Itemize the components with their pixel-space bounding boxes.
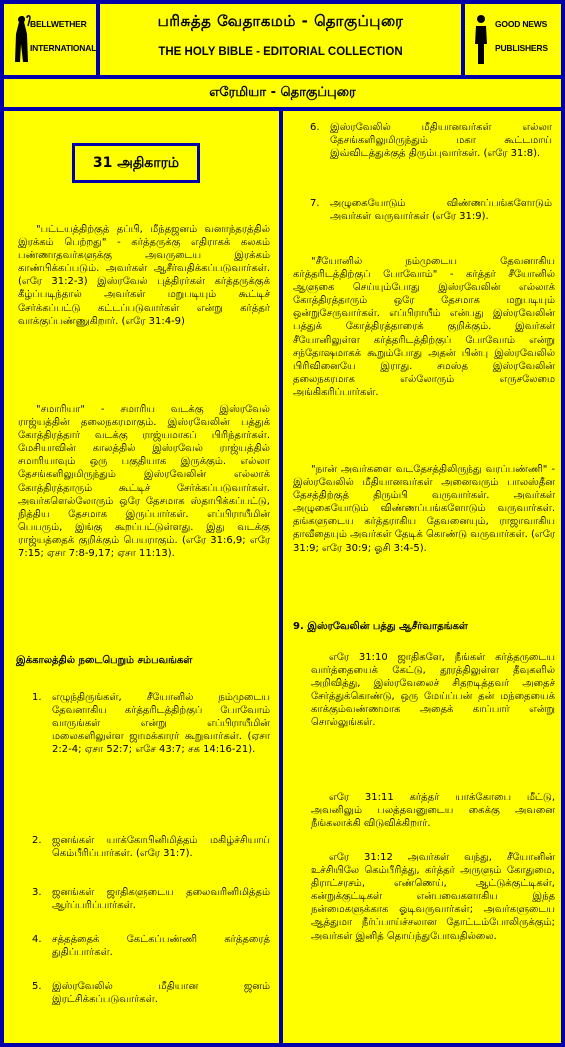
logo-right-line1: GOOD NEWS: [495, 19, 548, 29]
man-icon: [473, 14, 489, 66]
right-paragraph-3: எரே 31:10 ஜாதிகளே, நீங்கள் கர்த்தருடைய வார்த்தையைக் கேட்டு, தூரத்திலுள்ள தீவுகளில் அறிவித்து, இஸ்ரவேலைச் சிதறடித்தவர் அதைச் சேர்த்துக்கொண்டு, ஒரு மேய்ப்பன் தன் மந்தையைக் காக்கும்வண்ணமாக அதைக் காப்பார் என்று சொல்லுங்கள்.: [311, 652, 555, 729]
list-item-text: எழுந்திருங்கள், சீயோனில் நம்முடைய தேவனாகிய கர்த்தரிடத்திற்குப் போவோம் வாருங்கள் என்று எப்பிராயீமின் மலைகளிலுள்ள ஜாமக்காரர் கூறுவார்கள். (ஏசா 2:2-4; ஏசா 52:7; எசே 43:7; சக 14:16-21).: [52, 692, 270, 756]
logo-right-line2: PUBLISHERS: [495, 43, 548, 53]
logo-left-line1: BELLWETHER: [30, 19, 87, 29]
list-item: [32, 834, 270, 860]
list-item-number: 4.: [32, 934, 42, 945]
list-item-number: 5.: [32, 981, 42, 992]
list-item: [32, 886, 270, 912]
good-news-logo: [465, 4, 561, 75]
list-item: [310, 121, 552, 160]
logo-left-line2: INTERNATIONAL: [30, 43, 97, 53]
list-item-number: 6.: [310, 122, 320, 133]
list-item-text: அழுகையோடும் விண்ணப்பங்களோடும் அவர்கள் வருவார்கள் (எரே 31:9).: [330, 198, 552, 223]
left-subheading: இக்காலத்தில் நடைபெறும் சம்பவங்கள்: [16, 655, 193, 666]
right-paragraph-2: "நான் அவர்களை வடதேசத்திலிருந்து வரப்பண்ணி" - இஸ்ரவேலில் மீதியானவர்கள் அனைவரும் பாலஸ்தீன தேசத்திற்குத் திரும்பி வருவார்கள். அவர்கள் அழுகையோடும் விண்ணப்பங்களோடும் வருவார்கள். தங்களுடைய கர்த்தராகிய தேவனையும், ராஜாவாகிய தாவீதையும் அவர்கள் தேடிக் கொண்டு வருவார்கள். (எரே 31:9; எரே 30:9; ஓசி 3:4-5).: [293, 464, 555, 554]
right-paragraph-1: "சீயோனில் நம்முடைய தேவனாகிய கர்த்தரிடத்திற்குப் போவோம்" - கர்த்தர் சீயோனில் ஆளுகை செய்யும்போது இஸ்ரவேலின் எல்லாக் கோத்திரத்தாரும் ஒரே தேசமாக மறுபடியும் ஒன்றுசேருவார்கள். எப்பிராயீம் என்பது இஸ்ரவேலின் பத்துக் கோத்திரத்தாரைக் குறிக்கும். இவர்கள் சீயோனிலுள்ள கர்த்தரிடத்திற்குப் போவோம் என்று சந்தோஷமாகக் கூறும்போது அதன் பின்பு இஸ்ரவேலில் பிரிவினையே இராது. சமஸ்த இஸ்ரவேலின் தலைநகரமாக எல்லோரும் எருசலேமை அங்கிகரிப்பார்கள்.: [293, 256, 555, 398]
list-item: [32, 691, 270, 756]
left-paragraph-2: "சமாரியா" - சமாரிய வடக்கு இஸ்ரவேல் ராஜ்யத்தின் தலைநகரமாகும். இஸ்ரவேலின் பத்துக் கோத்திரத்தார் வடக்கு ராஜ்யமாகப் பிரிந்தார்கள். மேசியாவின் காலத்தில் இஸ்ரவேல் ராஜ்யத்தில் சமாரியாவும் ஒரு பகுதியாக இருக்கும். எல்லா தேசங்களிலுமிருந்தும் இஸ்ரவேலின் எல்லாக் கோத்திரத்தாரும் கூட்டிச் சேர்க்கப்படுவார்கள். அவர்களெல்லோரும் ஒரே தேசமாக ஸ்தாபிக்கப்பட்டு, நித்திய தேசமாக இருப்பார்கள். எப்பிராயீமின் பெயரும், இங்கு கூறப்பட்டுள்ளது. இது வடக்கு ராஜ்யத்தைக் குறிக்கும் பெயராகும். (எரே 31:6,9; எரே 7:15; ஏசா 7:8-9,17; ஏசா 11:13).: [18, 404, 270, 560]
list-item-number: 3.: [32, 887, 42, 898]
chapter-label: 31 அதிகாரம்: [72, 143, 200, 183]
list-item-number: 7.: [310, 198, 320, 209]
list-item-number: 1.: [32, 692, 42, 703]
section-title: எரேமியா - தொகுப்புரை: [4, 79, 561, 107]
header-title-tamil: பரிசுத்த வேதாகமம் - தொகுப்புரை: [157, 12, 404, 30]
list-item: [32, 933, 270, 959]
left-column: [4, 111, 279, 1043]
list-item-number: 2.: [32, 835, 42, 846]
list-item: [32, 980, 270, 1006]
list-item-text: சத்தத்தைக் கேட்கப்பண்ணி கர்த்தரைத் துதிப்பார்கள்.: [52, 934, 270, 959]
list-item-text: இஸ்ரவேலில் மீதியான ஜனம் இரட்சிக்கப்படுவார்கள்.: [52, 981, 270, 1006]
list-item-text: இஸ்ரவேலில் மீதியானவர்கள் எல்லா தேசங்களிலுமிருந்தும் மகா கூட்டமாய் இவ்விடத்துக்குத் திரும்புவார்கள். (எரே 31:8).: [330, 122, 552, 160]
shepherd-icon: [12, 14, 32, 66]
bellwether-logo: [4, 4, 96, 75]
list-item-text: ஜனங்கள் யாக்கோபினிமித்தம் மகிழ்ச்சியாய் கெம்பீரிப்பார்கள். (எரே 31:7).: [52, 835, 270, 860]
right-paragraph-5: எரே 31:12 அவர்கள் வந்து, சீயோனின் உச்சியிலே கெம்பீரித்து, கர்த்தர் அருளும் கோதுமை, திராட்சரசம், எண்ணெய், ஆட்டுக்குட்டிகள், கன்றுக்குட்டிகள் என்பவைகளாகிய இந்த நன்மைகளுக்காக ஓடிவருவார்கள்; அவர்களுடைய ஆத்துமா நீர்ப்பாய்ச்சலான தோட்டம்போலிருக்கும்; அவர்கள் இனித் தொய்ந்துபோவதில்லை.: [311, 852, 555, 942]
right-paragraph-4: எரே 31:11 கர்த்தர் யாக்கோபை மீட்டு, அவனிலும் பலத்தவனுடைய கைக்கு அவனை நீங்கலாக்கி விடுவிக்கிறார்.: [311, 792, 555, 830]
right-subheading: 9. இஸ்ரவேலின் பத்து ஆசீர்வாதங்கள்: [293, 621, 468, 632]
right-column: [283, 111, 561, 1043]
left-paragraph-1: "பட்டயத்திற்குத் தப்பி, மீந்தஜனம் வனாந்தரத்தில் இரக்கம் பெற்றது" - கர்த்தருக்கு எதிராகக் கலகம் பண்ணாதவர்களுக்கு அவருடைய இரக்கம் காண்பிக்கப்படும். அவர்கள் ஆசீர்வதிக்கப்படுவார்கள். (எரே 31:2-3) இஸ்ரவேல் புத்திரர்கள் கர்த்தருக்குக் கீழ்ப்படிந்தால் அவர்கள் மறுபடியும் கூட்டிச் சேர்க்கப்பட்டு கட்டப்படுவார்கள் என்று கர்த்தர் வாக்குப்பண்ணுகிறார். (எரே 31:4-9): [18, 224, 270, 327]
header-title-english: THE HOLY BIBLE - EDITORIAL COLLECTION: [158, 46, 403, 58]
header-title-block: [100, 4, 461, 75]
list-item-text: ஜனங்கள் ஜாதிகளுடைய தலைவரினிமித்தம் ஆர்ப்பரிப்பார்கள்.: [52, 887, 270, 912]
list-item: [310, 197, 552, 223]
